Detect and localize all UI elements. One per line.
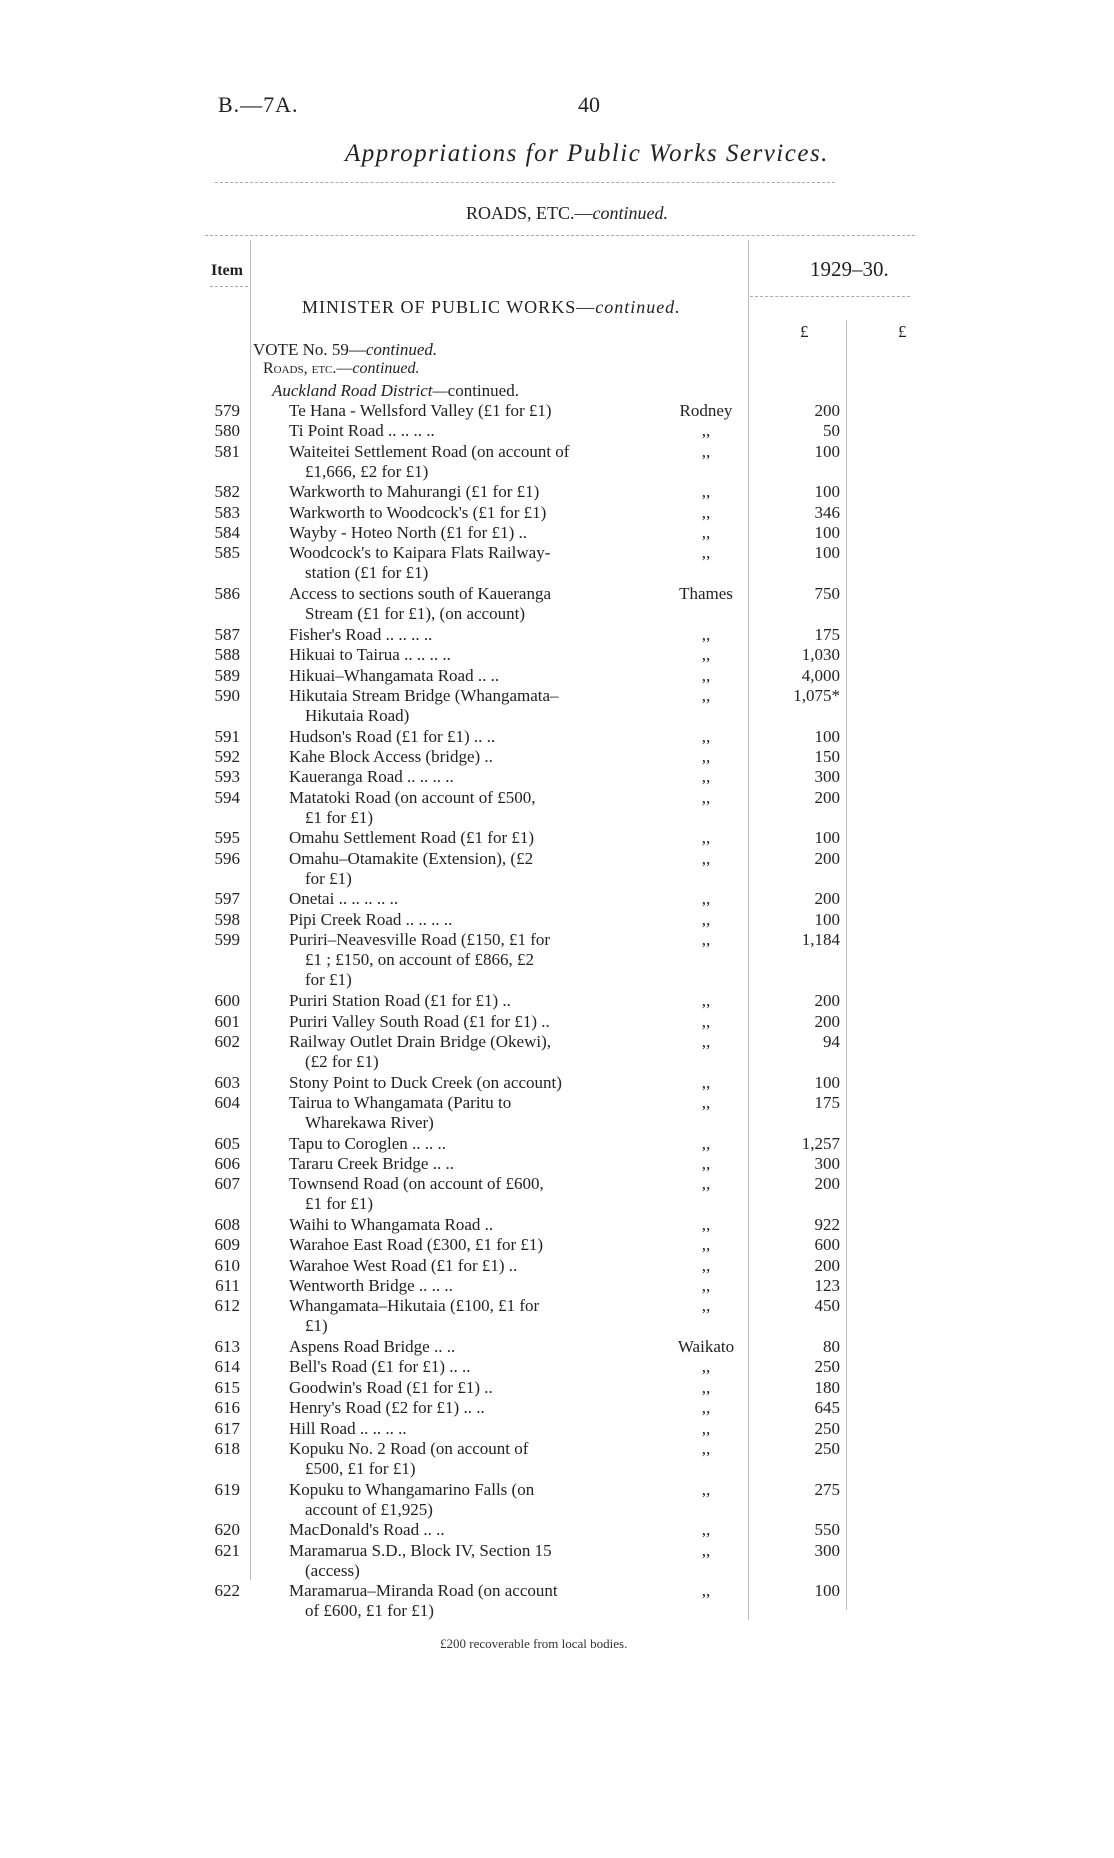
amount-value: 200	[814, 1255, 840, 1275]
county-name: ,,	[701, 909, 711, 929]
county-name: ,,	[701, 1276, 711, 1296]
item-number: 596	[214, 848, 240, 868]
description-line: Warkworth to Mahurangi (£1 for £1)	[289, 482, 540, 502]
description-line: Hikuai to Tairua .. .. .. ..	[289, 645, 451, 665]
description-line: Waiteitei Settlement Road (on account of	[289, 441, 570, 461]
item-description	[289, 421, 649, 441]
item-number: 600	[214, 991, 240, 1011]
district-subheading: Auckland Road District—continued.	[272, 381, 519, 400]
divider	[215, 182, 835, 183]
item-description	[289, 1174, 649, 1214]
county-name: ,,	[701, 1174, 711, 1194]
amount-value: 750	[814, 584, 840, 604]
amount-value: 275	[814, 1479, 840, 1499]
item-number: 611	[215, 1276, 240, 1296]
county-name: ,,	[701, 624, 711, 644]
county-name: ,,	[701, 1377, 711, 1397]
county-name: ,,	[701, 991, 711, 1011]
county-name: Waikato	[677, 1337, 735, 1357]
description-line: £500, £1 for £1)	[305, 1458, 416, 1478]
description-line: £1 for £1)	[305, 807, 373, 827]
county-name: ,,	[701, 1479, 711, 1499]
item-description	[289, 1480, 649, 1520]
description-line: station (£1 for £1)	[305, 563, 429, 583]
description-line: Onetai .. .. .. .. ..	[289, 889, 399, 909]
county-name: Thames	[679, 584, 733, 604]
item-number: 589	[214, 665, 240, 685]
description-line: Maramarua–Miranda Road (on account	[289, 1581, 558, 1601]
description-line: £1,666, £2 for £1)	[305, 461, 429, 481]
item-description	[289, 1541, 649, 1581]
column-rule	[748, 240, 749, 1620]
item-number: 622	[214, 1581, 240, 1601]
description-line: Puriri Valley South Road (£1 for £1) ..	[289, 1011, 550, 1031]
description-line: Whangamata–Hikutaia (£100, £1 for	[289, 1296, 540, 1316]
item-number: 588	[214, 645, 240, 665]
item-number: 591	[214, 726, 240, 746]
description-line: Kopuku No. 2 Road (on account of	[289, 1438, 529, 1458]
county-name: ,,	[701, 1011, 711, 1031]
description-line: Wharekawa River)	[305, 1112, 434, 1132]
description-line: Warahoe East Road (£300, £1 for £1)	[289, 1235, 544, 1255]
county-name: ,,	[701, 502, 711, 522]
county-name: ,,	[701, 1438, 711, 1458]
amount-value: 200	[814, 1011, 840, 1031]
county-name: ,,	[701, 441, 711, 461]
description-line: Te Hana - Wellsford Valley (£1 for £1)	[289, 401, 552, 420]
description-line: Goodwin's Road (£1 for £1) ..	[289, 1377, 493, 1397]
description-line: Ti Point Road .. .. .. ..	[289, 421, 435, 441]
item-number: 597	[214, 889, 240, 909]
description-line: Fisher's Road .. .. .. ..	[289, 624, 433, 644]
item-description	[289, 767, 649, 787]
description-line: Kaueranga Road .. .. .. ..	[289, 767, 454, 787]
item-description	[289, 1073, 649, 1093]
description-line: Kahe Block Access (bridge) ..	[289, 746, 493, 766]
column-rule	[846, 320, 847, 1610]
item-description	[289, 666, 649, 686]
county-name: ,,	[701, 1520, 711, 1540]
county-name: ,,	[701, 1398, 711, 1418]
footnote: £200 recoverable from local bodies.	[440, 1636, 628, 1651]
item-number: 606	[214, 1153, 240, 1173]
item-description	[289, 1235, 649, 1255]
amount-value: 123	[814, 1276, 840, 1296]
item-number: 598	[214, 909, 240, 929]
amount-value: 600	[814, 1235, 840, 1255]
description-line: Hikutaia Road)	[305, 705, 410, 725]
item-number: 612	[214, 1296, 240, 1316]
description-line: Stony Point to Duck Creek (on account)	[289, 1072, 562, 1092]
amount-value: 250	[814, 1438, 840, 1458]
amount-value: 550	[814, 1520, 840, 1540]
item-number: 617	[214, 1418, 240, 1438]
county-name: ,,	[701, 665, 711, 685]
amount-value: 150	[814, 746, 840, 766]
description-line: Aspens Road Bridge .. ..	[289, 1337, 456, 1357]
item-number: 592	[214, 746, 240, 766]
county-name: ,,	[701, 1540, 711, 1560]
item-number: 615	[214, 1377, 240, 1397]
amount-value: 175	[814, 624, 840, 644]
county-name: ,,	[701, 543, 711, 563]
item-description	[289, 1398, 649, 1418]
description-line: Henry's Road (£2 for £1) .. ..	[289, 1398, 485, 1418]
item-number: 590	[214, 685, 240, 705]
item-number: 613	[214, 1337, 240, 1357]
description-line: Townsend Road (on account of £600,	[289, 1174, 544, 1194]
item-number: 599	[214, 930, 240, 950]
description-line: for £1)	[305, 868, 352, 888]
item-description	[289, 727, 649, 747]
page-number: 40	[578, 92, 600, 117]
item-description	[289, 645, 649, 665]
item-description	[289, 1581, 649, 1621]
county-name: ,,	[701, 645, 711, 665]
county-name: ,,	[701, 1418, 711, 1438]
divider	[205, 235, 915, 236]
county-name: ,,	[701, 1215, 711, 1234]
description-line: Omahu–Otamakite (Extension), (£2	[289, 848, 534, 868]
county-name: ,,	[701, 1072, 711, 1092]
description-line: Tairua to Whangamata (Paritu to	[289, 1092, 512, 1112]
currency-label: £	[898, 322, 907, 341]
description-line: Tapu to Coroglen .. .. ..	[289, 1133, 446, 1153]
item-description	[289, 625, 649, 645]
description-line: Warahoe West Road (£1 for £1) ..	[289, 1255, 518, 1275]
amount-value: 50	[823, 421, 840, 441]
county-name: ,,	[701, 685, 711, 705]
description-line: Waihi to Whangamata Road ..	[289, 1215, 494, 1234]
description-line: Hudson's Road (£1 for £1) .. ..	[289, 726, 496, 746]
county-name: ,,	[701, 1357, 711, 1377]
item-number: 607	[214, 1174, 240, 1194]
amount-value: 1,257	[801, 1133, 840, 1153]
description-line: of £600, £1 for £1)	[305, 1601, 434, 1621]
item-description	[289, 1093, 649, 1133]
description-line: £1 ; £150, on account of £866, £2	[305, 950, 534, 970]
document-reference: B.—7A.	[218, 92, 299, 117]
amount-value: 200	[814, 889, 840, 909]
item-number: 610	[214, 1255, 240, 1275]
item-column-header: Item	[211, 262, 243, 279]
county-name: ,,	[701, 1031, 711, 1051]
item-description	[289, 889, 649, 909]
amount-value: 100	[814, 1072, 840, 1092]
item-number: 581	[214, 441, 240, 461]
item-description	[289, 1215, 649, 1235]
amount-value: 922	[814, 1215, 840, 1234]
description-line: Wentworth Bridge .. .. ..	[289, 1276, 453, 1296]
item-number: 582	[214, 482, 240, 502]
amount-value: 250	[814, 1418, 840, 1438]
item-description	[289, 991, 649, 1011]
amount-value: 100	[814, 726, 840, 746]
item-description	[289, 1439, 649, 1479]
item-description	[289, 1256, 649, 1276]
page-title: Appropriations for Public Works Services.	[345, 140, 829, 167]
vote-heading: VOTE No. 59—continued.	[253, 340, 438, 359]
divider	[750, 296, 910, 297]
item-number: 614	[214, 1357, 240, 1377]
column-rule	[250, 240, 251, 1580]
description-line: Tararu Creek Bridge .. ..	[289, 1153, 454, 1173]
county-name: ,,	[701, 787, 711, 807]
item-number: 608	[214, 1215, 240, 1234]
county-name: ,,	[701, 1296, 711, 1316]
description-line: Woodcock's to Kaipara Flats Railway-	[289, 543, 551, 563]
county-name: ,,	[701, 1153, 711, 1173]
item-number: 616	[214, 1398, 240, 1418]
item-number: 585	[214, 543, 240, 563]
description-line: Hikutaia Stream Bridge (Whangamata–	[289, 685, 559, 705]
item-number: 583	[214, 502, 240, 522]
amount-value: 450	[814, 1296, 840, 1316]
amount-value: 300	[814, 1540, 840, 1560]
item-description	[289, 1276, 649, 1296]
item-number: 579	[214, 401, 240, 420]
amount-value: 300	[814, 1153, 840, 1173]
county-name: Rodney	[679, 401, 733, 420]
amount-value: 645	[814, 1398, 840, 1418]
county-name: ,,	[701, 1235, 711, 1255]
description-line: Puriri Station Road (£1 for £1) ..	[289, 991, 511, 1011]
item-description	[289, 503, 649, 523]
county-name: ,,	[701, 726, 711, 746]
description-line: Hikuai–Whangamata Road .. ..	[289, 665, 500, 685]
amount-value: 94	[823, 1031, 840, 1051]
item-description	[289, 1357, 649, 1377]
county-name: ,,	[701, 889, 711, 909]
item-description	[289, 1520, 649, 1540]
description-line: Pipi Creek Road .. .. .. ..	[289, 909, 453, 929]
amount-value: 200	[814, 1174, 840, 1194]
item-number: 604	[214, 1092, 240, 1112]
item-number: 595	[214, 828, 240, 848]
item-description	[289, 1032, 649, 1072]
county-name: ,,	[701, 1133, 711, 1153]
county-name: ,,	[701, 482, 711, 502]
item-number: 620	[214, 1520, 240, 1540]
county-name: ,,	[701, 746, 711, 766]
description-line: Bell's Road (£1 for £1) .. ..	[289, 1357, 471, 1377]
item-description	[289, 1337, 649, 1357]
county-name: ,,	[701, 523, 711, 543]
amount-value: 200	[814, 401, 840, 420]
description-line: Maramarua S.D., Block IV, Section 15	[289, 1540, 552, 1560]
description-line: Matatoki Road (on account of £500,	[289, 787, 536, 807]
item-description	[289, 543, 649, 583]
county-name: ,,	[701, 1255, 711, 1275]
amount-value: 100	[814, 909, 840, 929]
description-line: Kopuku to Whangamarino Falls (on	[289, 1479, 535, 1499]
item-description	[289, 788, 649, 828]
description-line: Hill Road .. .. .. ..	[289, 1418, 407, 1438]
item-number: 593	[214, 767, 240, 787]
county-name: ,,	[701, 1092, 711, 1112]
amount-value: 4,000	[801, 665, 840, 685]
description-line: for £1)	[305, 970, 352, 990]
item-description	[289, 584, 649, 624]
item-description	[289, 442, 649, 482]
amount-value: 1,075*	[793, 685, 840, 705]
amount-value: 100	[814, 441, 840, 461]
amount-value: 200	[814, 787, 840, 807]
amount-value: 100	[814, 543, 840, 563]
description-line: £1 for £1)	[305, 1194, 373, 1214]
description-line: Railway Outlet Drain Bridge (Okewi),	[289, 1031, 552, 1051]
amount-value: 100	[814, 828, 840, 848]
item-number: 609	[214, 1235, 240, 1255]
item-number: 580	[214, 421, 240, 441]
item-description	[289, 401, 649, 421]
item-description	[289, 910, 649, 930]
item-description	[289, 747, 649, 767]
amount-value: 80	[823, 1337, 840, 1357]
item-description	[289, 1378, 649, 1398]
item-number: 619	[214, 1479, 240, 1499]
year-column-header: 1929–30.	[810, 257, 889, 281]
description-line: Puriri–Neavesville Road (£150, £1 for	[289, 930, 551, 950]
amount-value: 300	[814, 767, 840, 787]
item-number: 586	[214, 584, 240, 604]
description-line: Omahu Settlement Road (£1 for £1)	[289, 828, 535, 848]
item-number: 602	[214, 1031, 240, 1051]
description-line: Access to sections south of Kaueranga	[289, 584, 552, 604]
item-description	[289, 523, 649, 543]
item-description	[289, 930, 649, 990]
item-number: 584	[214, 523, 240, 543]
county-name: ,,	[701, 1581, 711, 1601]
item-number: 603	[214, 1072, 240, 1092]
amount-value: 1,030	[801, 645, 840, 665]
amount-value: 346	[814, 502, 840, 522]
item-description	[289, 1134, 649, 1154]
county-name: ,,	[701, 930, 711, 950]
description-line: account of £1,925)	[305, 1499, 433, 1519]
item-description	[289, 686, 649, 726]
amount-value: 1,184	[801, 930, 840, 950]
description-line: MacDonald's Road .. ..	[289, 1520, 445, 1540]
county-name: ,,	[701, 421, 711, 441]
item-description	[289, 1419, 649, 1439]
description-line: £1)	[305, 1316, 328, 1336]
item-description	[289, 1012, 649, 1032]
amount-value: 175	[814, 1092, 840, 1112]
currency-label: £	[800, 322, 809, 341]
minister-heading: MINISTER OF PUBLIC WORKS—continued.	[302, 297, 681, 317]
county-name: ,,	[701, 828, 711, 848]
divider	[210, 286, 248, 287]
description-line: Wayby - Hoteo North (£1 for £1) ..	[289, 523, 527, 543]
amount-value: 250	[814, 1357, 840, 1377]
item-number: 594	[214, 787, 240, 807]
item-description	[289, 849, 649, 889]
description-line: Warkworth to Woodcock's (£1 for £1)	[289, 502, 547, 522]
item-number: 618	[214, 1438, 240, 1458]
amount-value: 200	[814, 848, 840, 868]
item-number: 605	[214, 1133, 240, 1153]
roads-subheading: Roads, etc.—continued.	[263, 360, 420, 377]
county-name: ,,	[701, 848, 711, 868]
item-number: 587	[214, 624, 240, 644]
item-number: 601	[214, 1011, 240, 1031]
description-line: Stream (£1 for £1), (on account)	[305, 604, 525, 624]
item-description	[289, 1154, 649, 1174]
county-name: ,,	[701, 767, 711, 787]
amount-value: 100	[814, 482, 840, 502]
amount-value: 180	[814, 1377, 840, 1397]
item-description	[289, 1296, 649, 1336]
item-description	[289, 828, 649, 848]
item-number: 621	[214, 1540, 240, 1560]
section-heading: ROADS, ETC.—continued.	[466, 203, 668, 223]
amount-value: 200	[814, 991, 840, 1011]
amount-value: 100	[814, 523, 840, 543]
description-line: (£2 for £1)	[305, 1051, 379, 1071]
amount-value: 100	[814, 1581, 840, 1601]
item-description	[289, 482, 649, 502]
description-line: (access)	[305, 1560, 360, 1580]
